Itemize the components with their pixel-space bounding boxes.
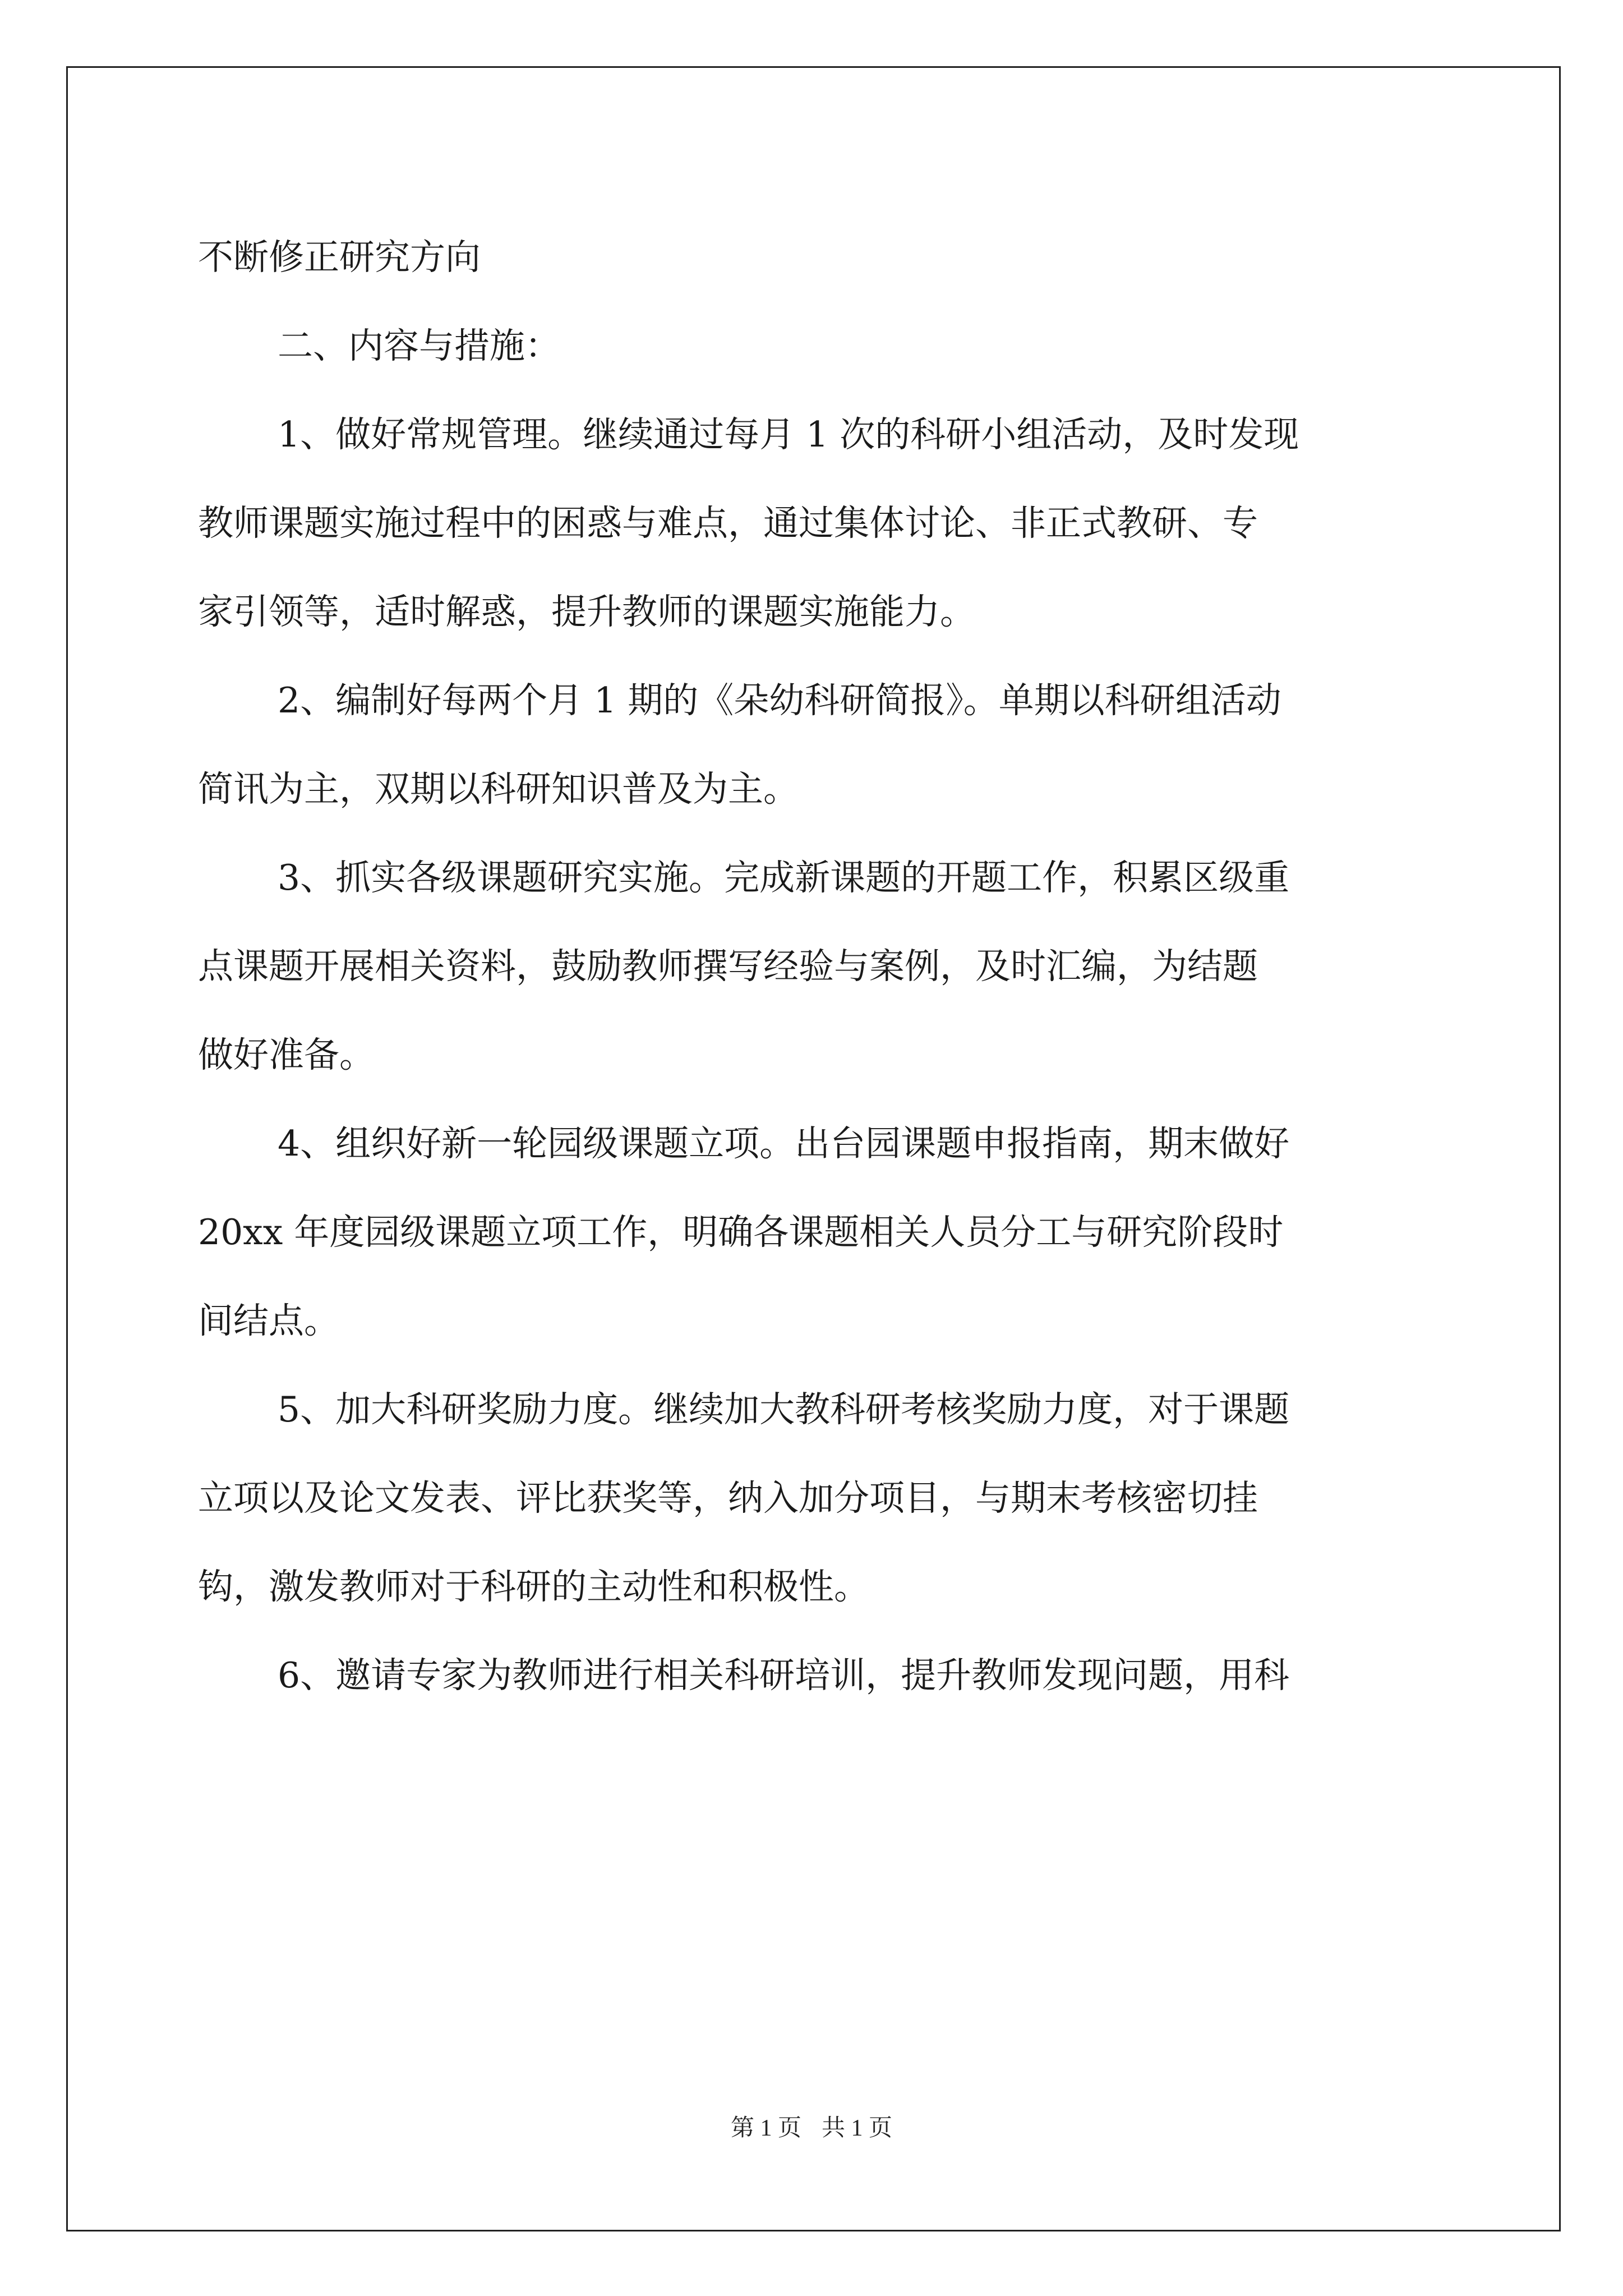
text-line: 简讯为主，双期以科研知识普及为主。 <box>198 769 799 809</box>
text-line: 点课题开展相关资料，鼓励教师撰写经验与案例，及时汇编，为结题 <box>198 946 1258 987</box>
text-line: 6、邀请专家为教师进行相关科研培训，提升教师发现问题，用科 <box>278 1655 1290 1696</box>
page-total: 共 1 页 <box>822 2115 893 2141</box>
text-line: 5、加大科研奖励力度。继续加大教科研考核奖励力度，对于课题 <box>278 1389 1290 1430</box>
text-line: 不断修正研究方向 <box>198 237 481 278</box>
text-line: 做好准备。 <box>198 1034 375 1075</box>
page-number: 第 1 页 <box>730 2115 801 2141</box>
text-line: 间结点。 <box>198 1300 339 1341</box>
text-line: 家引领等，适时解惑，提升教师的课题实施能力。 <box>198 591 975 632</box>
section-heading: 二、内容与措施： <box>278 325 560 366</box>
text-line: 3、抓实各级课题研究实施。完成新课题的开题工作，积累区级重 <box>278 857 1290 898</box>
text-line: 2、编制好每两个月 1 期的《朵幼科研简报》。单期以科研组活动 <box>278 680 1281 721</box>
text-line: 1、做好常规管理。继续通过每月 1 次的科研小组活动，及时发现 <box>278 414 1299 455</box>
document-body <box>198 213 1432 1720</box>
text-line: 钩，激发教师对于科研的主动性和积极性。 <box>198 1566 869 1607</box>
text-line: 4、组织好新一轮园级课题立项。出台园课题申报指南，期末做好 <box>278 1123 1290 1164</box>
text-line: 20xx 年度园级课题立项工作，明确各课题相关人员分工与研究阶段时 <box>198 1212 1284 1253</box>
text-line: 教师课题实施过程中的困惑与难点，通过集体讨论、非正式教研、专 <box>198 503 1258 544</box>
page-footer <box>0 2109 1623 2143</box>
text-line: 立项以及论文发表、评比获奖等，纳入加分项目，与期末考核密切挂 <box>198 1478 1258 1519</box>
